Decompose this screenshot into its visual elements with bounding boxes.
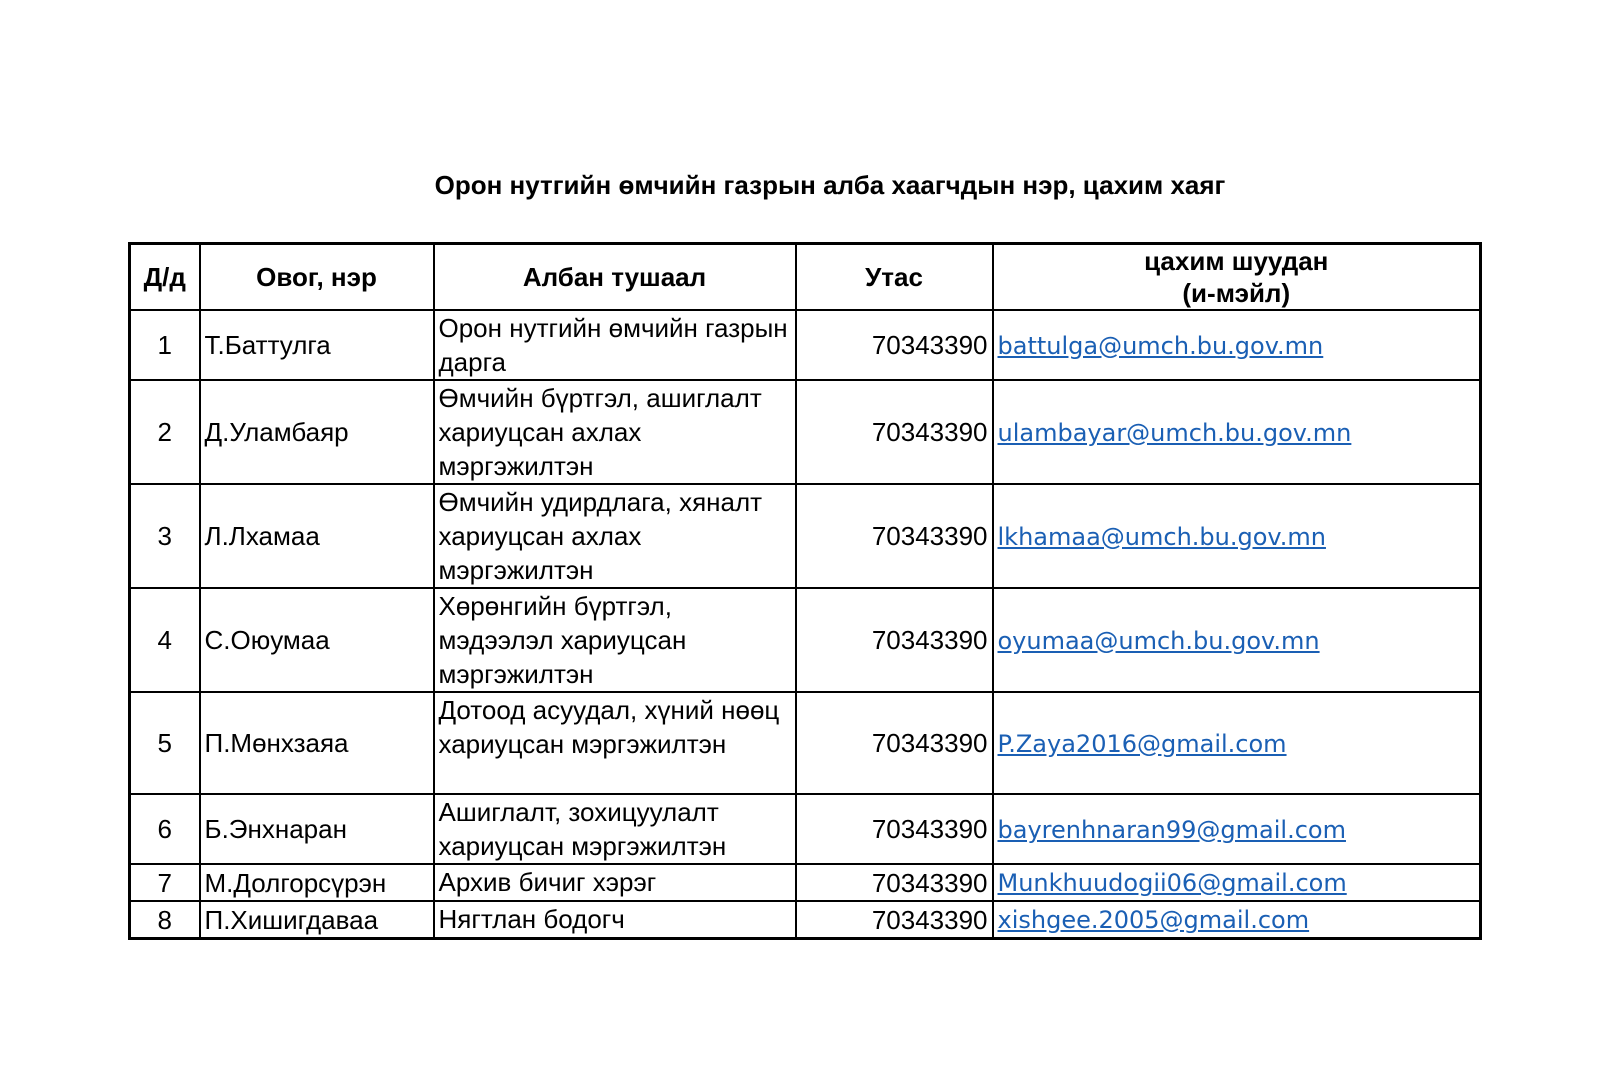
row-email-cell	[993, 380, 1481, 484]
table-row	[130, 864, 1481, 901]
row-phone: 70343390	[796, 310, 993, 380]
row-name: С.Оюумаа	[200, 588, 434, 692]
row-phone: 70343390	[796, 794, 993, 864]
row-email-cell	[993, 484, 1481, 588]
row-email-cell	[993, 692, 1481, 794]
email-link[interactable]: ulambayar@umch.bu.gov.mn	[997, 418, 1352, 447]
row-email-cell	[993, 864, 1481, 901]
row-email-cell	[993, 310, 1481, 380]
staff-table	[128, 242, 1482, 940]
email-link[interactable]: battulga@umch.bu.gov.mn	[997, 331, 1324, 360]
row-position: Нягтлан бодогч	[434, 901, 796, 939]
email-link[interactable]: xishgee.2005@gmail.com	[997, 906, 1310, 934]
row-phone: 70343390	[796, 588, 993, 692]
row-phone: 70343390	[796, 484, 993, 588]
table-row	[130, 692, 1481, 794]
email-link[interactable]: Munkhuudogii06@gmail.com	[997, 869, 1347, 897]
row-position: Орон нутгийн өмчийн газрын дарга	[434, 310, 796, 380]
row-phone: 70343390	[796, 380, 993, 484]
email-link[interactable]: P.Zaya2016@gmail.com	[997, 729, 1287, 758]
row-name: П.Хишигдаваа	[200, 901, 434, 939]
row-position: Хөрөнгийн бүртгэл, мэдээлэл хариуцсан мэргэжилтэн	[434, 588, 796, 692]
row-number: 2	[130, 380, 200, 484]
row-phone: 70343390	[796, 864, 993, 901]
header-email	[993, 244, 1481, 311]
table-row	[130, 588, 1481, 692]
row-position: Дотоод асуудал, хүний нөөц хариуцсан мэргэжилтэн	[434, 692, 796, 794]
row-email-cell	[993, 588, 1481, 692]
row-position: Ашиглалт, зохицуулалт хариуцсан мэргэжилтэн	[434, 794, 796, 864]
row-number: 1	[130, 310, 200, 380]
row-number: 8	[130, 901, 200, 939]
table-header-row	[130, 244, 1481, 311]
row-number: 3	[130, 484, 200, 588]
table-row	[130, 484, 1481, 588]
row-position: Архив бичиг хэрэг	[434, 864, 796, 901]
row-position: Өмчийн удирдлага, хяналт хариуцсан ахлах мэргэжилтэн	[434, 484, 796, 588]
row-name: Б.Энхнаран	[200, 794, 434, 864]
email-link[interactable]: lkhamaa@umch.bu.gov.mn	[997, 522, 1326, 551]
row-name: М.Долгорсүрэн	[200, 864, 434, 901]
header-name: Овог, нэр	[200, 244, 434, 311]
email-link[interactable]: oyumaa@umch.bu.gov.mn	[997, 626, 1320, 655]
table-row	[130, 901, 1481, 939]
header-position: Албан тушаал	[434, 244, 796, 311]
row-number: 4	[130, 588, 200, 692]
table-row	[130, 794, 1481, 864]
row-email-cell	[993, 794, 1481, 864]
header-phone: Утас	[796, 244, 993, 311]
row-email-cell	[993, 901, 1481, 939]
table-row	[130, 380, 1481, 484]
header-email-line2: (и-мэйл)	[1182, 278, 1291, 308]
row-position: Өмчийн бүртгэл, ашиглалт хариуцсан ахлах мэргэжилтэн	[434, 380, 796, 484]
row-phone: 70343390	[796, 692, 993, 794]
row-name: П.Мөнхзаяа	[200, 692, 434, 794]
row-name: Т.Баттулга	[200, 310, 434, 380]
table-row	[130, 310, 1481, 380]
row-number: 7	[130, 864, 200, 901]
page-title: Орон нутгийн өмчийн газрын алба хаагчдын нэр, цахим хаяг	[434, 170, 1226, 200]
row-number: 5	[130, 692, 200, 794]
row-name: Л.Лхамаа	[200, 484, 434, 588]
row-name: Д.Уламбаяр	[200, 380, 434, 484]
header-num: Д/д	[130, 244, 200, 311]
row-number: 6	[130, 794, 200, 864]
row-phone: 70343390	[796, 901, 993, 939]
header-email-line1: цахим шуудан	[1144, 246, 1329, 276]
email-link[interactable]: bayrenhnaran99@gmail.com	[997, 815, 1346, 844]
